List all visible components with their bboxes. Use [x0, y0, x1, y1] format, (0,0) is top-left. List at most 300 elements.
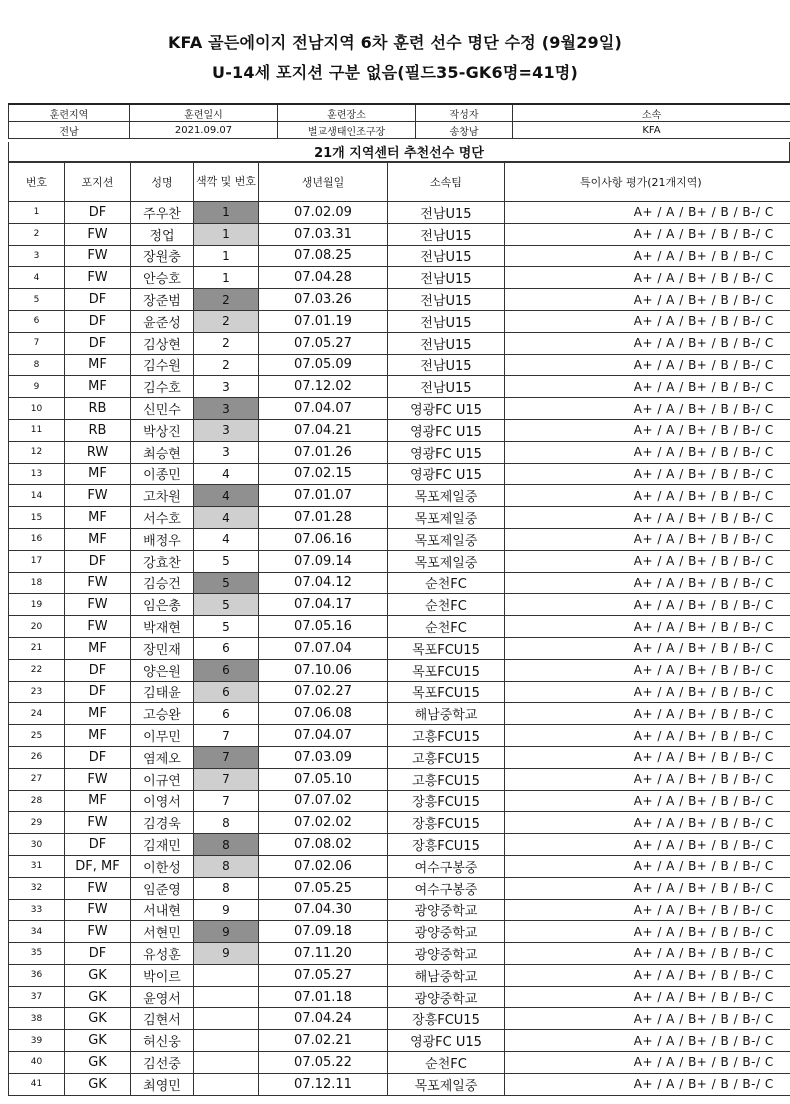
player-name: 임준영 — [131, 877, 194, 899]
table-row — [9, 223, 790, 245]
player-number: 15 — [9, 507, 65, 529]
player-grade-scale: A+ / A / B+ / B / B-/ C — [618, 899, 790, 921]
player-bib-swatch: 2 — [194, 354, 259, 376]
table-row — [9, 485, 790, 507]
player-number: 33 — [9, 899, 65, 921]
player-bib-swatch — [194, 1052, 259, 1074]
player-grade-scale: A+ / A / B+ / B / B-/ C — [618, 964, 790, 986]
player-position: FW — [65, 594, 131, 616]
player-team: 전남U15 — [388, 202, 505, 224]
player-bib-swatch: 9 — [194, 943, 259, 965]
player-birthdate: 07.04.17 — [259, 594, 388, 616]
col-team: 소속팀 — [388, 163, 505, 202]
player-remarks — [505, 703, 618, 725]
table-row — [9, 681, 790, 703]
player-grade-scale: A+ / A / B+ / B / B-/ C — [618, 1008, 790, 1030]
player-team: 목포제일중 — [388, 485, 505, 507]
section-title: 21개 지역센터 추천선수 명단 — [9, 142, 790, 162]
player-number: 12 — [9, 441, 65, 463]
player-remarks — [505, 964, 618, 986]
player-grade-scale: A+ / A / B+ / B / B-/ C — [618, 1073, 790, 1095]
player-name: 박이르 — [131, 964, 194, 986]
player-grade-scale: A+ / A / B+ / B / B-/ C — [618, 485, 790, 507]
player-name: 이한성 — [131, 855, 194, 877]
player-name: 김경욱 — [131, 812, 194, 834]
col-position: 포지션 — [65, 163, 131, 202]
table-row — [9, 1052, 790, 1074]
player-number: 6 — [9, 310, 65, 332]
table-row — [9, 637, 790, 659]
player-grade-scale: A+ / A / B+ / B / B-/ C — [618, 202, 790, 224]
player-team: 목포FCU15 — [388, 681, 505, 703]
player-number: 37 — [9, 986, 65, 1008]
player-number: 20 — [9, 616, 65, 638]
player-team: 전남U15 — [388, 245, 505, 267]
player-number: 41 — [9, 1073, 65, 1095]
player-birthdate: 07.11.20 — [259, 943, 388, 965]
player-number: 1 — [9, 202, 65, 224]
player-position: FW — [65, 812, 131, 834]
player-position: FW — [65, 768, 131, 790]
player-bib-swatch: 6 — [194, 659, 259, 681]
player-position: GK — [65, 1008, 131, 1030]
info-header-date: 훈련일시 — [130, 104, 278, 122]
player-birthdate: 07.03.26 — [259, 289, 388, 311]
player-birthdate: 07.01.18 — [259, 986, 388, 1008]
player-birthdate: 07.12.02 — [259, 376, 388, 398]
player-position: MF — [65, 725, 131, 747]
player-position: FW — [65, 899, 131, 921]
info-region: 전남 — [9, 122, 130, 139]
player-team: 영광FC U15 — [388, 398, 505, 420]
player-position: MF — [65, 790, 131, 812]
player-remarks — [505, 223, 618, 245]
player-remarks — [505, 877, 618, 899]
player-remarks — [505, 1008, 618, 1030]
table-row — [9, 877, 790, 899]
info-header-author: 작성자 — [416, 104, 513, 122]
player-remarks — [505, 267, 618, 289]
player-position: FW — [65, 245, 131, 267]
player-remarks — [505, 398, 618, 420]
info-author: 송창남 — [416, 122, 513, 139]
table-row — [9, 812, 790, 834]
player-bib-swatch — [194, 964, 259, 986]
player-team: 영광FC U15 — [388, 419, 505, 441]
player-grade-scale: A+ / A / B+ / B / B-/ C — [618, 877, 790, 899]
player-grade-scale: A+ / A / B+ / B / B-/ C — [618, 594, 790, 616]
player-name: 박상진 — [131, 419, 194, 441]
player-grade-scale: A+ / A / B+ / B / B-/ C — [618, 681, 790, 703]
table-row — [9, 572, 790, 594]
player-number: 26 — [9, 746, 65, 768]
player-number: 40 — [9, 1052, 65, 1074]
player-grade-scale: A+ / A / B+ / B / B-/ C — [618, 332, 790, 354]
player-bib-swatch: 7 — [194, 725, 259, 747]
player-birthdate: 07.05.27 — [259, 332, 388, 354]
info-header-venue: 훈련장소 — [278, 104, 416, 122]
player-remarks — [505, 943, 618, 965]
player-team: 고흥FCU15 — [388, 746, 505, 768]
player-name: 이무민 — [131, 725, 194, 747]
player-bib-swatch — [194, 1030, 259, 1052]
player-grade-scale: A+ / A / B+ / B / B-/ C — [618, 550, 790, 572]
player-remarks — [505, 202, 618, 224]
table-row — [9, 921, 790, 943]
player-grade-scale: A+ / A / B+ / B / B-/ C — [618, 507, 790, 529]
player-grade-scale: A+ / A / B+ / B / B-/ C — [618, 746, 790, 768]
player-remarks — [505, 463, 618, 485]
info-header-region: 훈련지역 — [9, 104, 130, 122]
player-remarks — [505, 419, 618, 441]
player-team: 영광FC U15 — [388, 463, 505, 485]
player-grade-scale: A+ / A / B+ / B / B-/ C — [618, 463, 790, 485]
player-name: 이영서 — [131, 790, 194, 812]
table-row — [9, 616, 790, 638]
player-bib-swatch: 7 — [194, 746, 259, 768]
player-birthdate: 07.01.07 — [259, 485, 388, 507]
table-row — [9, 550, 790, 572]
player-grade-scale: A+ / A / B+ / B / B-/ C — [618, 1052, 790, 1074]
player-bib-swatch: 8 — [194, 834, 259, 856]
player-birthdate: 07.06.08 — [259, 703, 388, 725]
player-remarks — [505, 986, 618, 1008]
table-row — [9, 202, 790, 224]
player-number: 4 — [9, 267, 65, 289]
player-bib-swatch — [194, 1073, 259, 1095]
player-bib-swatch: 9 — [194, 899, 259, 921]
player-number: 29 — [9, 812, 65, 834]
player-birthdate: 07.04.12 — [259, 572, 388, 594]
player-bib-swatch: 2 — [194, 289, 259, 311]
player-position: DF — [65, 310, 131, 332]
table-row — [9, 594, 790, 616]
table-row — [9, 332, 790, 354]
player-team: 광양중학교 — [388, 943, 505, 965]
player-birthdate: 07.01.28 — [259, 507, 388, 529]
player-remarks — [505, 725, 618, 747]
player-remarks — [505, 528, 618, 550]
player-name: 이규연 — [131, 768, 194, 790]
player-number: 2 — [9, 223, 65, 245]
player-number: 32 — [9, 877, 65, 899]
player-grade-scale: A+ / A / B+ / B / B-/ C — [618, 419, 790, 441]
player-team: 전남U15 — [388, 376, 505, 398]
player-name: 배정우 — [131, 528, 194, 550]
player-bib-swatch: 5 — [194, 572, 259, 594]
player-name: 장원충 — [131, 245, 194, 267]
player-grade-scale: A+ / A / B+ / B / B-/ C — [618, 834, 790, 856]
player-name: 고차원 — [131, 485, 194, 507]
player-remarks — [505, 834, 618, 856]
table-row — [9, 419, 790, 441]
table-row — [9, 1030, 790, 1052]
player-team: 해남중학교 — [388, 703, 505, 725]
player-position: FW — [65, 921, 131, 943]
player-position: FW — [65, 616, 131, 638]
player-bib-swatch: 3 — [194, 441, 259, 463]
player-position: DF — [65, 746, 131, 768]
section-band — [8, 142, 790, 162]
player-number: 5 — [9, 289, 65, 311]
table-row — [9, 310, 790, 332]
player-name: 박재현 — [131, 616, 194, 638]
player-number: 34 — [9, 921, 65, 943]
player-bib-swatch: 4 — [194, 463, 259, 485]
info-venue: 벌교생태인조구장 — [278, 122, 416, 139]
player-birthdate: 07.05.16 — [259, 616, 388, 638]
player-name: 신민수 — [131, 398, 194, 420]
player-bib-swatch: 8 — [194, 877, 259, 899]
player-birthdate: 07.05.22 — [259, 1052, 388, 1074]
player-team: 장흥FCU15 — [388, 1008, 505, 1030]
player-remarks — [505, 245, 618, 267]
player-position: DF — [65, 659, 131, 681]
player-position: DF, MF — [65, 855, 131, 877]
player-remarks — [505, 812, 618, 834]
table-row — [9, 354, 790, 376]
player-name: 김재민 — [131, 834, 194, 856]
player-position: DF — [65, 202, 131, 224]
table-row — [9, 376, 790, 398]
player-number: 22 — [9, 659, 65, 681]
player-birthdate: 07.04.21 — [259, 419, 388, 441]
player-team: 목포제일중 — [388, 1073, 505, 1095]
player-name: 허신웅 — [131, 1030, 194, 1052]
player-number: 27 — [9, 768, 65, 790]
player-position: RB — [65, 398, 131, 420]
info-header-affiliation: 소속 — [513, 104, 790, 122]
info-header-row — [9, 104, 790, 122]
player-name: 윤준성 — [131, 310, 194, 332]
col-name: 성명 — [131, 163, 194, 202]
player-remarks — [505, 899, 618, 921]
player-grade-scale: A+ / A / B+ / B / B-/ C — [618, 572, 790, 594]
table-row — [9, 964, 790, 986]
player-bib-swatch: 3 — [194, 376, 259, 398]
player-birthdate: 07.02.15 — [259, 463, 388, 485]
player-birthdate: 07.08.02 — [259, 834, 388, 856]
player-remarks — [505, 376, 618, 398]
player-position: FW — [65, 877, 131, 899]
table-row — [9, 245, 790, 267]
player-grade-scale: A+ / A / B+ / B / B-/ C — [618, 659, 790, 681]
player-birthdate: 07.05.10 — [259, 768, 388, 790]
player-remarks — [505, 550, 618, 572]
player-position: DF — [65, 289, 131, 311]
table-row — [9, 943, 790, 965]
player-name: 서내현 — [131, 899, 194, 921]
player-name: 김현서 — [131, 1008, 194, 1030]
player-remarks — [505, 921, 618, 943]
player-birthdate: 07.03.31 — [259, 223, 388, 245]
player-grade-scale: A+ / A / B+ / B / B-/ C — [618, 245, 790, 267]
player-name: 김수호 — [131, 376, 194, 398]
player-name: 고승완 — [131, 703, 194, 725]
player-team: 여수구봉중 — [388, 855, 505, 877]
player-grade-scale: A+ / A / B+ / B / B-/ C — [618, 725, 790, 747]
table-row — [9, 703, 790, 725]
player-grade-scale: A+ / A / B+ / B / B-/ C — [618, 398, 790, 420]
table-row — [9, 768, 790, 790]
player-bib-swatch: 8 — [194, 812, 259, 834]
player-birthdate: 07.04.24 — [259, 1008, 388, 1030]
player-birthdate: 07.04.28 — [259, 267, 388, 289]
player-remarks — [505, 1052, 618, 1074]
table-row — [9, 855, 790, 877]
player-team: 목포제일중 — [388, 550, 505, 572]
player-number: 25 — [9, 725, 65, 747]
table-row — [9, 986, 790, 1008]
player-number: 17 — [9, 550, 65, 572]
player-bib-swatch: 5 — [194, 550, 259, 572]
player-position: DF — [65, 834, 131, 856]
player-bib-swatch: 5 — [194, 594, 259, 616]
player-bib-swatch: 3 — [194, 398, 259, 420]
info-affiliation: KFA — [513, 122, 790, 139]
roster-header-row — [9, 163, 790, 202]
player-position: MF — [65, 703, 131, 725]
col-birthdate: 생년월일 — [259, 163, 388, 202]
table-row — [9, 834, 790, 856]
player-bib-swatch: 9 — [194, 921, 259, 943]
player-birthdate: 07.09.14 — [259, 550, 388, 572]
player-birthdate: 07.02.27 — [259, 681, 388, 703]
player-position: GK — [65, 986, 131, 1008]
player-grade-scale: A+ / A / B+ / B / B-/ C — [618, 616, 790, 638]
player-team: 여수구봉중 — [388, 877, 505, 899]
player-position: RW — [65, 441, 131, 463]
player-name: 주우찬 — [131, 202, 194, 224]
info-value-row — [9, 122, 790, 139]
table-row — [9, 790, 790, 812]
player-bib-swatch: 5 — [194, 616, 259, 638]
player-team: 순천FC — [388, 1052, 505, 1074]
player-name: 김선중 — [131, 1052, 194, 1074]
player-name: 최영민 — [131, 1073, 194, 1095]
player-birthdate: 07.01.26 — [259, 441, 388, 463]
player-team: 전남U15 — [388, 310, 505, 332]
player-name: 강효찬 — [131, 550, 194, 572]
player-number: 14 — [9, 485, 65, 507]
player-position: MF — [65, 376, 131, 398]
table-row — [9, 463, 790, 485]
player-birthdate: 07.02.02 — [259, 812, 388, 834]
player-birthdate: 07.04.30 — [259, 899, 388, 921]
player-grade-scale: A+ / A / B+ / B / B-/ C — [618, 354, 790, 376]
player-birthdate: 07.07.04 — [259, 637, 388, 659]
player-birthdate: 07.05.25 — [259, 877, 388, 899]
player-team: 순천FC — [388, 594, 505, 616]
player-name: 양은원 — [131, 659, 194, 681]
player-birthdate: 07.04.07 — [259, 725, 388, 747]
player-name: 유성훈 — [131, 943, 194, 965]
player-team: 장흥FCU15 — [388, 812, 505, 834]
player-birthdate: 07.09.18 — [259, 921, 388, 943]
player-number: 3 — [9, 245, 65, 267]
player-position: FW — [65, 572, 131, 594]
player-name: 임은총 — [131, 594, 194, 616]
player-team: 전남U15 — [388, 223, 505, 245]
player-remarks — [505, 572, 618, 594]
player-grade-scale: A+ / A / B+ / B / B-/ C — [618, 855, 790, 877]
player-number: 18 — [9, 572, 65, 594]
player-team: 장흥FCU15 — [388, 790, 505, 812]
document-subtitle: U-14세 포지션 구분 없음(필드35-GK6명=41명) — [212, 63, 578, 82]
player-position: GK — [65, 1052, 131, 1074]
player-name: 김수원 — [131, 354, 194, 376]
player-position: DF — [65, 332, 131, 354]
player-bib-swatch: 1 — [194, 223, 259, 245]
player-number: 7 — [9, 332, 65, 354]
table-row — [9, 1073, 790, 1095]
player-position: DF — [65, 681, 131, 703]
player-grade-scale: A+ / A / B+ / B / B-/ C — [618, 921, 790, 943]
player-number: 35 — [9, 943, 65, 965]
player-number: 11 — [9, 419, 65, 441]
table-row — [9, 441, 790, 463]
player-bib-swatch: 2 — [194, 310, 259, 332]
player-team: 전남U15 — [388, 332, 505, 354]
player-remarks — [505, 507, 618, 529]
player-number: 31 — [9, 855, 65, 877]
table-row — [9, 289, 790, 311]
player-grade-scale: A+ / A / B+ / B / B-/ C — [618, 703, 790, 725]
player-position: RB — [65, 419, 131, 441]
player-number: 8 — [9, 354, 65, 376]
player-remarks — [505, 746, 618, 768]
player-birthdate: 07.02.09 — [259, 202, 388, 224]
player-bib-swatch: 8 — [194, 855, 259, 877]
player-grade-scale: A+ / A / B+ / B / B-/ C — [618, 310, 790, 332]
player-grade-scale: A+ / A / B+ / B / B-/ C — [618, 1030, 790, 1052]
player-team: 목포FCU15 — [388, 637, 505, 659]
player-bib-swatch — [194, 986, 259, 1008]
player-bib-swatch: 4 — [194, 485, 259, 507]
player-roster-table — [8, 162, 790, 1096]
player-birthdate: 07.08.25 — [259, 245, 388, 267]
player-birthdate: 07.02.06 — [259, 855, 388, 877]
player-number: 9 — [9, 376, 65, 398]
player-team: 순천FC — [388, 616, 505, 638]
table-row — [9, 528, 790, 550]
player-remarks — [505, 485, 618, 507]
player-team: 광양중학교 — [388, 986, 505, 1008]
col-remarks: 특이사항 평가(21개지역) — [505, 163, 790, 202]
player-position: DF — [65, 550, 131, 572]
player-birthdate: 07.06.16 — [259, 528, 388, 550]
table-row — [9, 899, 790, 921]
table-row — [9, 725, 790, 747]
player-bib-swatch: 2 — [194, 332, 259, 354]
player-grade-scale: A+ / A / B+ / B / B-/ C — [618, 943, 790, 965]
player-number: 38 — [9, 1008, 65, 1030]
table-row — [9, 746, 790, 768]
player-name: 김승건 — [131, 572, 194, 594]
player-number: 13 — [9, 463, 65, 485]
player-birthdate: 07.04.07 — [259, 398, 388, 420]
player-name: 최승현 — [131, 441, 194, 463]
player-team: 목포FCU15 — [388, 659, 505, 681]
player-number: 23 — [9, 681, 65, 703]
player-name: 장민재 — [131, 637, 194, 659]
player-number: 24 — [9, 703, 65, 725]
player-bib-swatch: 1 — [194, 202, 259, 224]
player-grade-scale: A+ / A / B+ / B / B-/ C — [618, 441, 790, 463]
player-bib-swatch: 1 — [194, 267, 259, 289]
player-team: 해남중학교 — [388, 964, 505, 986]
player-name: 이종민 — [131, 463, 194, 485]
